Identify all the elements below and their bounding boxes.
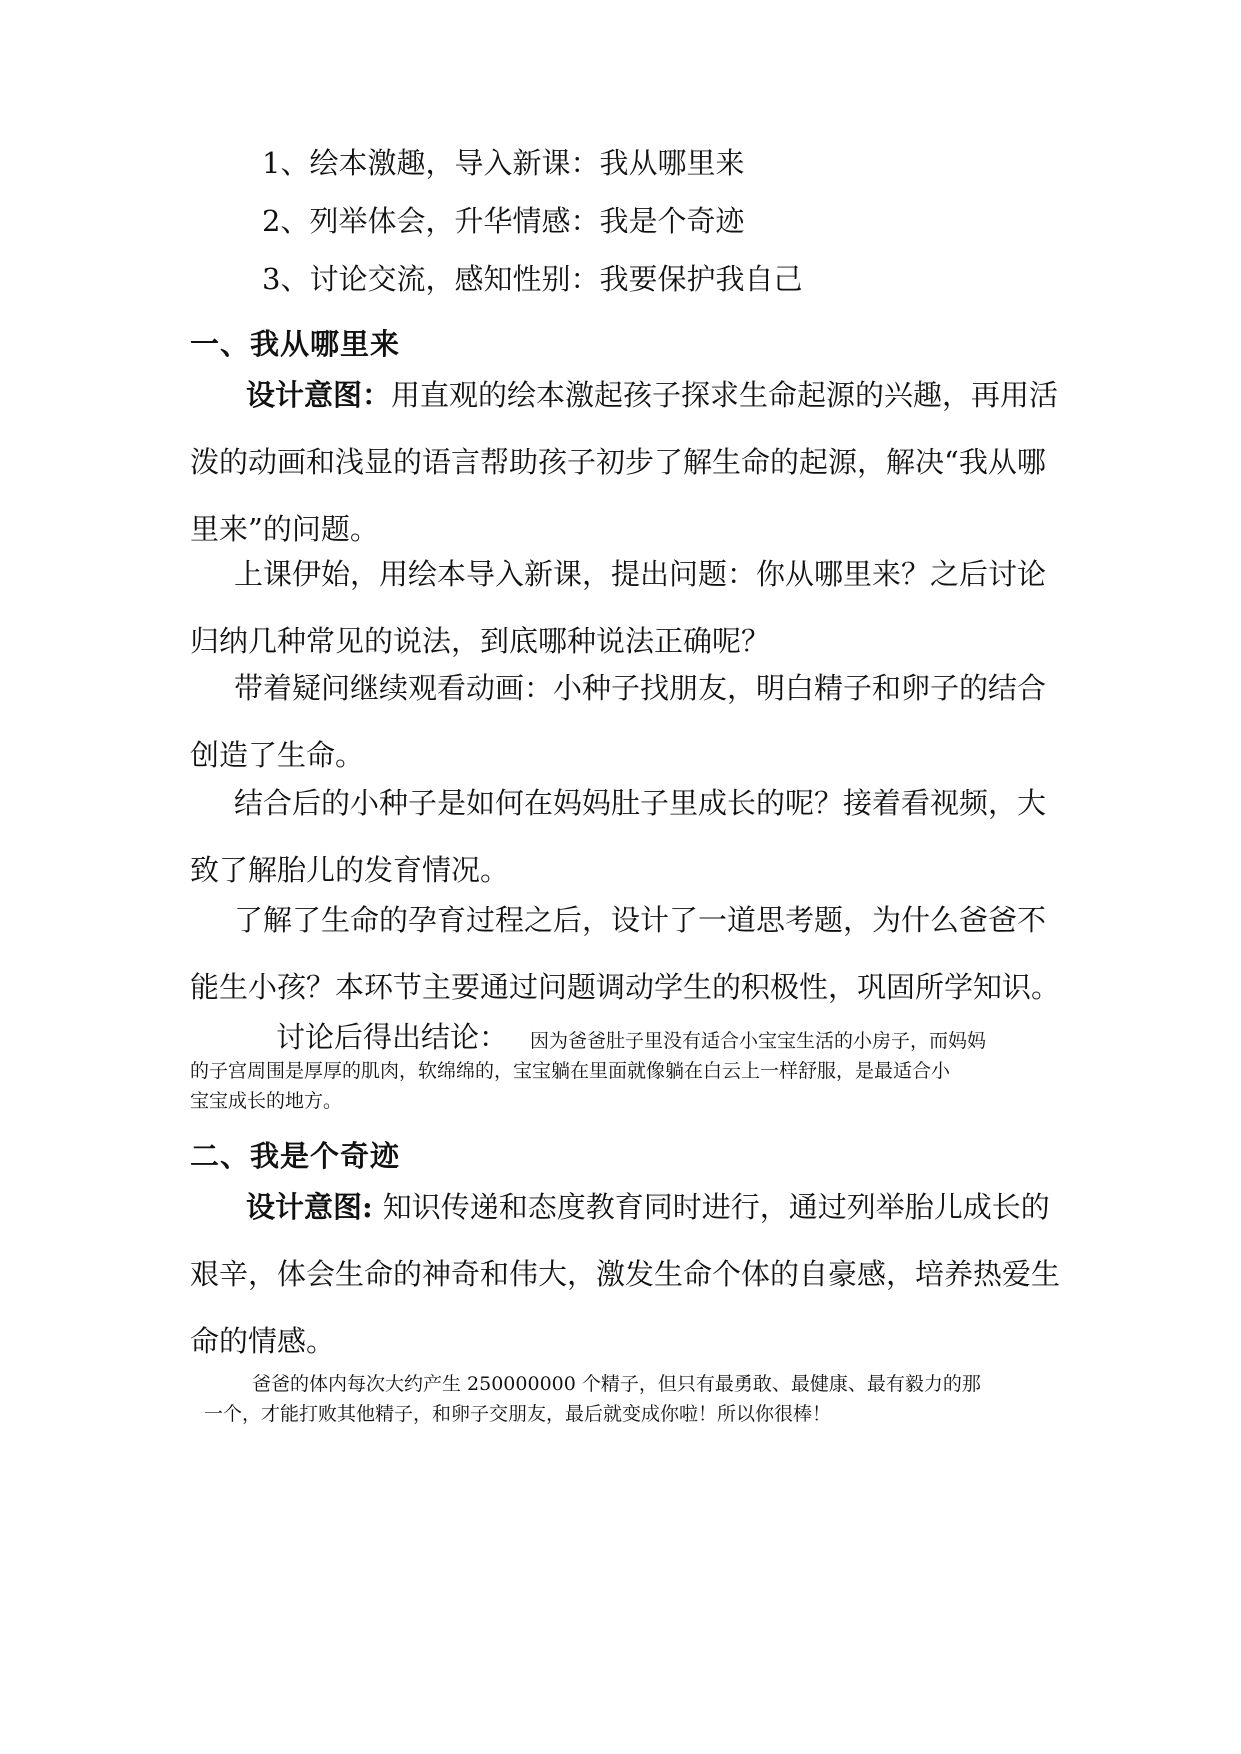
design-intent-text: 泼的动画和浅显的语言帮助孩子初步了解生命的起源，解决“我从哪 — [190, 445, 1046, 479]
design-intent-text: 里来”的问题。 — [190, 512, 379, 546]
conclusion-label: 讨论后得出结论： — [276, 1020, 509, 1054]
paragraph-line: 结合后的小种子是如何在妈妈肚子里成长的呢？接着看视频，大 — [234, 786, 1047, 820]
paragraph-line: 了解了生命的孕育过程之后，设计了一道思考题，为什么爸爸不 — [234, 903, 1047, 937]
design-intent-text: 命的情感。 — [190, 1324, 336, 1358]
section-heading-1: 一、我从哪里来 — [190, 327, 401, 361]
conclusion-block — [190, 1022, 1060, 1116]
paragraph-line: 上课伊始，用绘本导入新课，提出问题：你从哪里来？之后讨论 — [234, 557, 1047, 591]
paragraph-line: 归纳几种常见的说法，到底哪种说法正确呢？ — [190, 624, 771, 658]
section-heading-2: 二、我是个奇迹 — [190, 1139, 401, 1173]
note-text: 一个，才能打败其他精子，和卵子交朋友，最后就变成你啦！所以你很棒！ — [204, 1403, 832, 1425]
conclusion-text: 宝宝成长的地方。 — [190, 1090, 343, 1112]
paragraph-line: 致了解胎儿的发育情况。 — [190, 853, 510, 887]
outline-item-1: 1、绘本激趣，导入新课：我从哪里来 — [262, 146, 745, 180]
design-intent-text: 艰辛，体会生命的神奇和伟大，激发生命个体的自豪感，培养热爱生 — [190, 1257, 1061, 1291]
paragraph-line: 带着疑问继续观看动画：小种子找朋友，明白精子和卵子的结合 — [234, 671, 1047, 705]
note-block — [190, 1369, 1060, 1429]
conclusion-text: 因为爸爸肚子里没有适合小宝宝生活的小房子，而妈妈 — [530, 1030, 987, 1052]
paragraph-line: 能生小孩？本环节主要通过问题调动学生的积极性，巩固所学知识。 — [190, 970, 1061, 1004]
paragraph — [190, 655, 1050, 789]
design-intent-label: 设计意图: — [246, 1190, 373, 1224]
conclusion-text: 的子宫周围是厚厚的肌肉，软绵绵的，宝宝躺在里面就像躺在白云上一样舒服，是最适合小 — [190, 1060, 951, 1082]
design-intent-label: 设计意图： — [246, 378, 392, 412]
paragraph — [190, 887, 1061, 1021]
design-intent-text: 知识传递和态度教育同时进行，通过列举胎儿成长的 — [382, 1190, 1050, 1224]
design-intent-text: 用直观的绘本激起孩子探求生命起源的兴趣，再用活 — [391, 378, 1059, 412]
design-intent-1 — [190, 362, 1059, 563]
paragraph-line: 创造了生命。 — [190, 738, 365, 772]
outline-item-3: 3、讨论交流，感知性别：我要保护我自己 — [262, 262, 803, 296]
paragraph — [190, 770, 1050, 904]
outline-item-2: 2、列举体会，升华情感：我是个奇迹 — [262, 204, 745, 238]
note-text: 爸爸的体内每次大约产生 250000000 个精子，但只有最勇敢、最健康、最有毅力的那 — [252, 1373, 981, 1395]
design-intent-2 — [190, 1174, 1061, 1375]
